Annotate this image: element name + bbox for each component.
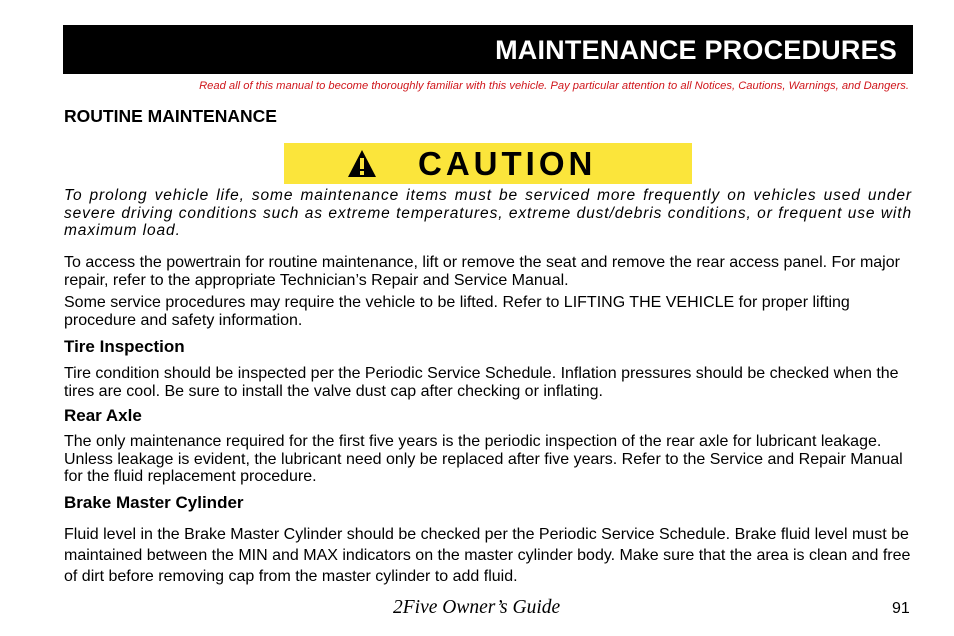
footer-guide-title: 2Five Owner’s Guide — [393, 597, 561, 618]
brake-heading: Brake Master Cylinder — [64, 493, 244, 512]
notice-text: Read all of this manual to become thoroughly familiar with this vehicle. Pay particular attention to all Notices, Cautions, Warnings, and Dangers. — [199, 80, 909, 92]
lifting-paragraph: Some service procedures may require the vehicle to be lifted. Refer to LIFTING THE VEHICLE for proper lifting procedure and safety information. — [64, 294, 850, 329]
axle-paragraph: The only maintenance required for the first five years is the periodic inspection of the rear axle for lubricant leakage. Unless leakage is evident, the lubricant need only be replaced after five years. Refer to the Service and Repair Manual for the fluid replacement procedure. — [64, 433, 903, 485]
caution-body: To prolong vehicle life, some maintenance items must be serviced more frequently on vehicles used under severe driving conditions such as extreme temperatures, extreme dust/debris conditions, or frequent use with maximum load. — [64, 187, 912, 239]
warning-triangle-icon — [346, 148, 378, 179]
powertrain-paragraph: To access the powertrain for routine maintenance, lift or remove the seat and remove the rear access panel. For major repair, refer to the appropriate Technician’s Repair and Service Manual. — [64, 254, 900, 289]
tire-paragraph: Tire condition should be inspected per the Periodic Service Schedule. Inflation pressures should be checked when the tires are cool. Be sure to install the valve dust cap after checking or inflating. — [64, 365, 899, 400]
page-title: MAINTENANCE PROCEDURES — [495, 35, 897, 65]
brake-paragraph: Fluid level in the Brake Master Cylinder should be checked per the Periodic Service Schedule. Brake fluid level must be maintained between the MIN and MAX indicators on the master cylinder body. Make sure that the area is clean and free of dirt before removing cap from the master cylinder to add fluid. — [64, 526, 911, 585]
axle-heading: Rear Axle — [64, 406, 142, 425]
caution-label: CAUTION — [418, 145, 597, 182]
tire-heading: Tire Inspection — [64, 337, 185, 356]
page-number: 91 — [892, 600, 910, 617]
caution-banner — [284, 143, 692, 184]
header-bar — [63, 25, 913, 74]
section-title: ROUTINE MAINTENANCE — [64, 106, 277, 126]
